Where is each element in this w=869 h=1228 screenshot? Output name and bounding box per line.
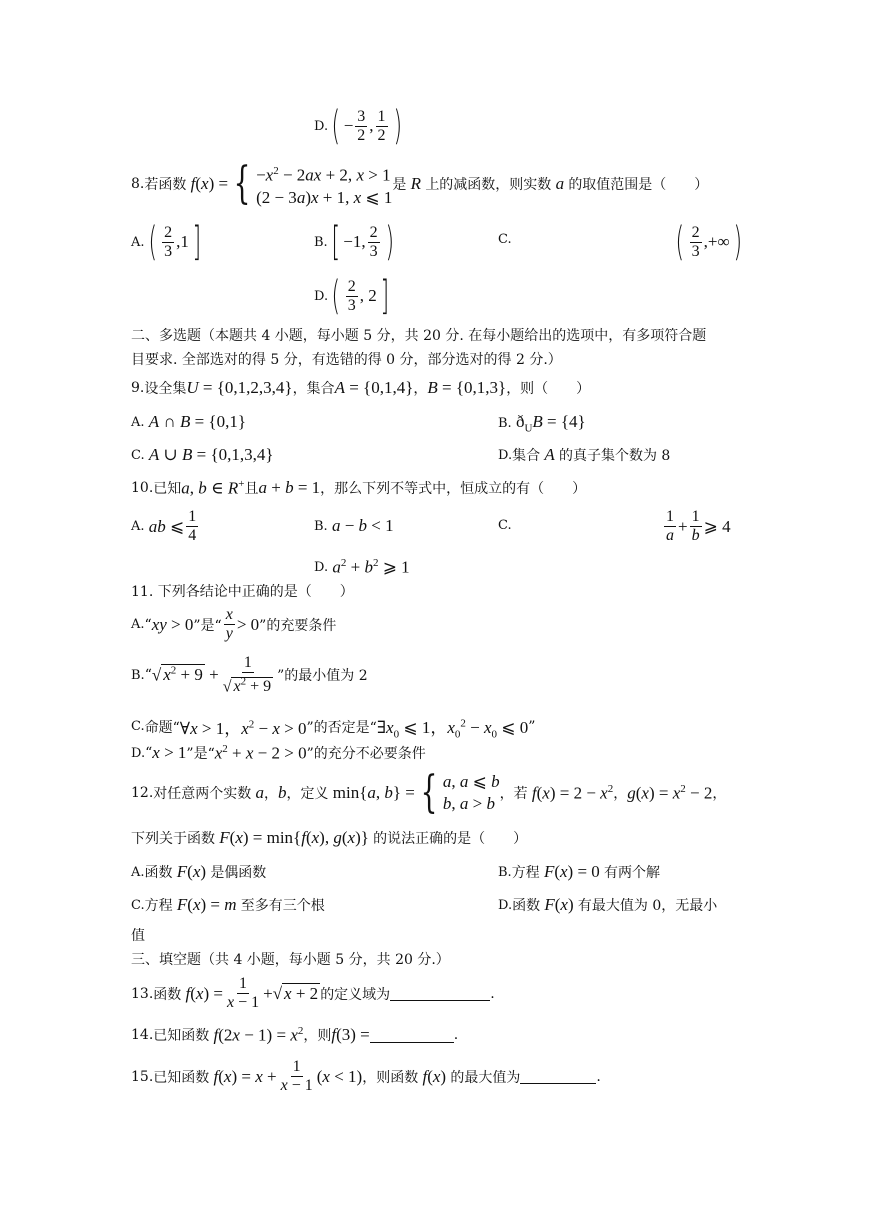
stem-text: 已知 <box>153 481 182 498</box>
q11-option-c: C. 命题“ ∀x > 1，$x^2 - x > 0$ ”的否定是“ $\exists x_0$ ⩽ 1，$x_0^2 - x_0$ ⩽ 0 ” <box>131 717 536 741</box>
quote: ” <box>528 718 536 735</box>
q12-option-d: D. 函数 F(x) 有最大值为 0，无最小 <box>498 895 718 914</box>
q12-stem-line2: 下列关于函数 F(x) = min{f(x), g(x)} 的说法正确的是（ ） <box>131 828 528 847</box>
q7-option-d: D. ( − $\frac{3}{2}$ , $\frac{1}{2}$ ) <box>314 103 402 149</box>
stem-text: 的说法正确的是（ ） <box>373 831 528 847</box>
option-label: A. <box>131 519 145 534</box>
piecewise-function: $-x^2 - 2ax + 2$, x > 1 (2 − 3a)x + 1, x ⩽ 1 <box>256 165 393 207</box>
q12-option-c: C. 方程 F(x) = m 至多有三个根 <box>131 895 325 914</box>
option-label: A. <box>131 414 145 430</box>
quote: “ <box>144 667 152 684</box>
stem-text: 的取值范围是（ ） <box>568 177 709 194</box>
stem-text: 若函数 <box>144 177 187 194</box>
question-number: 13. <box>131 985 154 1002</box>
q11-option-d: D. “ x > 1 ”是“ $x^2 + x - 2 > 0$ ”的充分不必要条件 <box>131 743 426 763</box>
option-text: ”的最小值为 2 <box>277 668 368 685</box>
option-text: 方程 <box>144 898 173 914</box>
quote: “ <box>145 745 153 762</box>
stem-text: 对任意两个实数 <box>153 786 252 802</box>
stem-text: ，若 <box>499 786 528 802</box>
stem-text: ，定义 <box>286 786 329 802</box>
q10-option-c: $\frac{1}{a}$ + $\frac{1}{b}$ ⩾ 4 <box>666 508 731 544</box>
q12-option-b: B. 方程 F(x) = 0 有两个解 <box>498 862 661 881</box>
option-text: 函数 <box>144 865 173 881</box>
option-label: B. <box>498 415 512 431</box>
q8-stem: 8. 若函数 f ( x ) = { $-x^2 - 2ax + 2$, x > 1 (2 − 3a)x + 1, x ⩽ 1 是 R 上的减函数，则实数 a 的取值范围是（ ） <box>131 158 709 210</box>
option-label: C. <box>498 518 512 533</box>
option-text: ”是“ <box>186 746 215 763</box>
option-label: C. <box>131 897 145 913</box>
question-number: 10. <box>131 480 154 497</box>
stem-text: 上的减函数，则实数 <box>425 177 552 194</box>
q9-option-b: B. $ð_UB = \{4\}$ <box>498 412 586 435</box>
option-text: 的真子集个数为 8 <box>558 448 671 464</box>
stem-text: 且 <box>244 481 259 498</box>
option-label: A. <box>131 864 145 880</box>
quote: “ <box>144 616 152 633</box>
stem-text: 函数 <box>153 986 182 1003</box>
stem-text: ，则 <box>303 1028 332 1045</box>
q9-option-d: D. 集合 A 的真子集个数为 8 <box>498 445 671 464</box>
answer-blank[interactable] <box>390 986 490 1001</box>
q12-option-a: A. 函数 F(x) 是偶函数 <box>131 862 267 881</box>
question-number: 9. <box>131 380 145 396</box>
piecewise-min: a, a ⩽ b b, a > b <box>442 772 500 813</box>
question-number: 15. <box>131 1068 154 1085</box>
q9-stem: 9. 设全集 U = {0,1,2,3,4} ，集合 A = {0,1,4} ， B = {0,1,3} ，则（ ） <box>131 378 591 397</box>
q10-option-c-label <box>498 518 512 533</box>
question-number: 12. <box>131 785 154 801</box>
option-label: D. <box>314 118 329 134</box>
period: . <box>453 1027 459 1044</box>
option-label: A. <box>131 234 145 250</box>
option-label: D. <box>498 897 513 913</box>
option-label: B. <box>314 518 328 534</box>
option-label: A. <box>131 617 145 632</box>
q8-option-d: D. ( $\frac{2}{3}$ , 2 ] <box>314 273 389 319</box>
stem-text: 是 <box>392 177 407 194</box>
q15: 15. 已知函数 f(x) = x + $\frac{1}{x - 1}$ (x < 1) ，则函数 f(x) 的最大值为 . <box>131 1058 601 1094</box>
stem-text: ， <box>413 381 428 397</box>
q8-option-c: ( $\frac{2}{3}$ ,+∞ ) <box>675 219 742 265</box>
fraction: $\frac{1}{2}$ <box>377 107 386 144</box>
option-text: 方程 <box>511 865 540 881</box>
option-label: C. <box>131 447 145 463</box>
stem-text: ，则函数 <box>362 1069 419 1086</box>
stem-text: 已知函数 <box>153 1028 210 1045</box>
q11-option-b: B. “ √ $x^2 + 9$ + $\frac{1}{√ x^2 + 9}$ ”的最小值为 2 <box>131 654 368 696</box>
stem-text: 已知函数 <box>153 1069 210 1086</box>
option-label: D. <box>131 745 146 761</box>
stem-text: 下列关于函数 <box>131 831 215 847</box>
option-text: 至多有三个根 <box>240 898 325 914</box>
q9-option-c: C. A ∪ B = {0,1,3,4} <box>131 445 274 464</box>
stem-text: 的最大值为 <box>450 1069 521 1086</box>
q10-stem: 10. 已知 a, b ∈ R+ 且 a + b = 1 ，那么下列不等式中，恒成立的有（ ） <box>131 478 587 498</box>
q11-stem: 11. 下列各结论中正确的是（ ） <box>131 584 354 600</box>
section-2-header-line2: 目要求. 全部选对的得 5 分，有选错的得 0 分，部分选对的得 2 分.） <box>131 352 562 368</box>
q11-option-a: A. “ xy > 0 ”是“ $\frac{x}{y}$ > 0 ”的充要条件 <box>131 606 337 642</box>
stem-text: 设全集 <box>144 381 187 397</box>
option-label: B. <box>498 864 512 880</box>
q12-stem-line1: 12. 对任意两个实数 a ， b ，定义 min{a, b} = { a, a ⩽ b b, a > b ，若 $f(x) = 2 - x^2$ ， $g(x) = x^2 - 2$ ， <box>131 767 727 818</box>
option-label: D. <box>314 559 329 575</box>
option-text: ”是“ <box>193 617 222 634</box>
q10-option-d: D. $a^2 + b^2$ ⩾ 1 <box>314 557 410 577</box>
option-label: D. <box>498 447 513 463</box>
option-text: ”的充分不必要条件 <box>306 746 426 763</box>
answer-blank[interactable] <box>520 1069 596 1084</box>
q12-option-d-wrap: 值 <box>131 928 145 944</box>
question-number: 8. <box>131 176 145 193</box>
option-text: 函数 <box>512 898 541 914</box>
section-2-header-line1: 二、多选题（本题共 4 小题，每小题 5 分，共 20 分. 在每小题给出的选项中，有多项符合题 <box>131 328 707 344</box>
option-label: C. <box>498 232 512 247</box>
period: . <box>490 985 495 1002</box>
stem-text: 的定义域为 <box>320 986 391 1003</box>
option-text: 命题“ <box>144 719 180 736</box>
question-number: 14. <box>131 1027 154 1044</box>
q9-option-a: A. A ∩ B = {0,1} <box>131 412 247 431</box>
option-text: ”的否定是“ <box>306 719 377 736</box>
option-label: D. <box>314 288 329 304</box>
answer-blank[interactable] <box>370 1028 454 1043</box>
stem-text: ，则（ ） <box>506 381 591 397</box>
q8-option-b: B. [ −1, $\frac{2}{3}$ ) <box>314 219 394 265</box>
period: . <box>596 1068 601 1085</box>
q10-option-b: B. a − b < 1 <box>314 516 394 535</box>
option-text: 有两个解 <box>604 865 661 881</box>
option-text: 集合 <box>512 448 541 464</box>
option-label: B. <box>131 667 145 683</box>
option-label: C. <box>131 719 145 735</box>
fraction: $\frac{3}{2}$ <box>357 107 366 144</box>
q14: 14. 已知函数 $f(2x - 1) = x^2$ ，则 f(3) = . <box>131 1025 459 1045</box>
q8-option-c-label <box>498 232 512 247</box>
stem-text: ，集合 <box>292 381 335 397</box>
option-text: 是偶函数 <box>210 865 267 881</box>
option-text: ”的充要条件 <box>259 617 337 634</box>
option-label: B. <box>314 234 328 250</box>
q13: 13. 函数 f(x) = $\frac{1}{x - 1}$ + √ x + 2 的定义域为 . <box>131 975 495 1011</box>
section-3-header: 三、填空题（共 4 小题，每小题 5 分，共 20 分.） <box>131 952 450 968</box>
stem-text: ，那么下列不等式中，恒成立的有（ ） <box>320 481 587 498</box>
q10-option-a: A. ab ⩽ $\frac{1}{4}$ <box>131 508 197 544</box>
q8-option-a: A. ( $\frac{2}{3}$ ,1 ] <box>131 219 201 265</box>
option-text: 有最大值为 0，无最小 <box>577 898 718 914</box>
